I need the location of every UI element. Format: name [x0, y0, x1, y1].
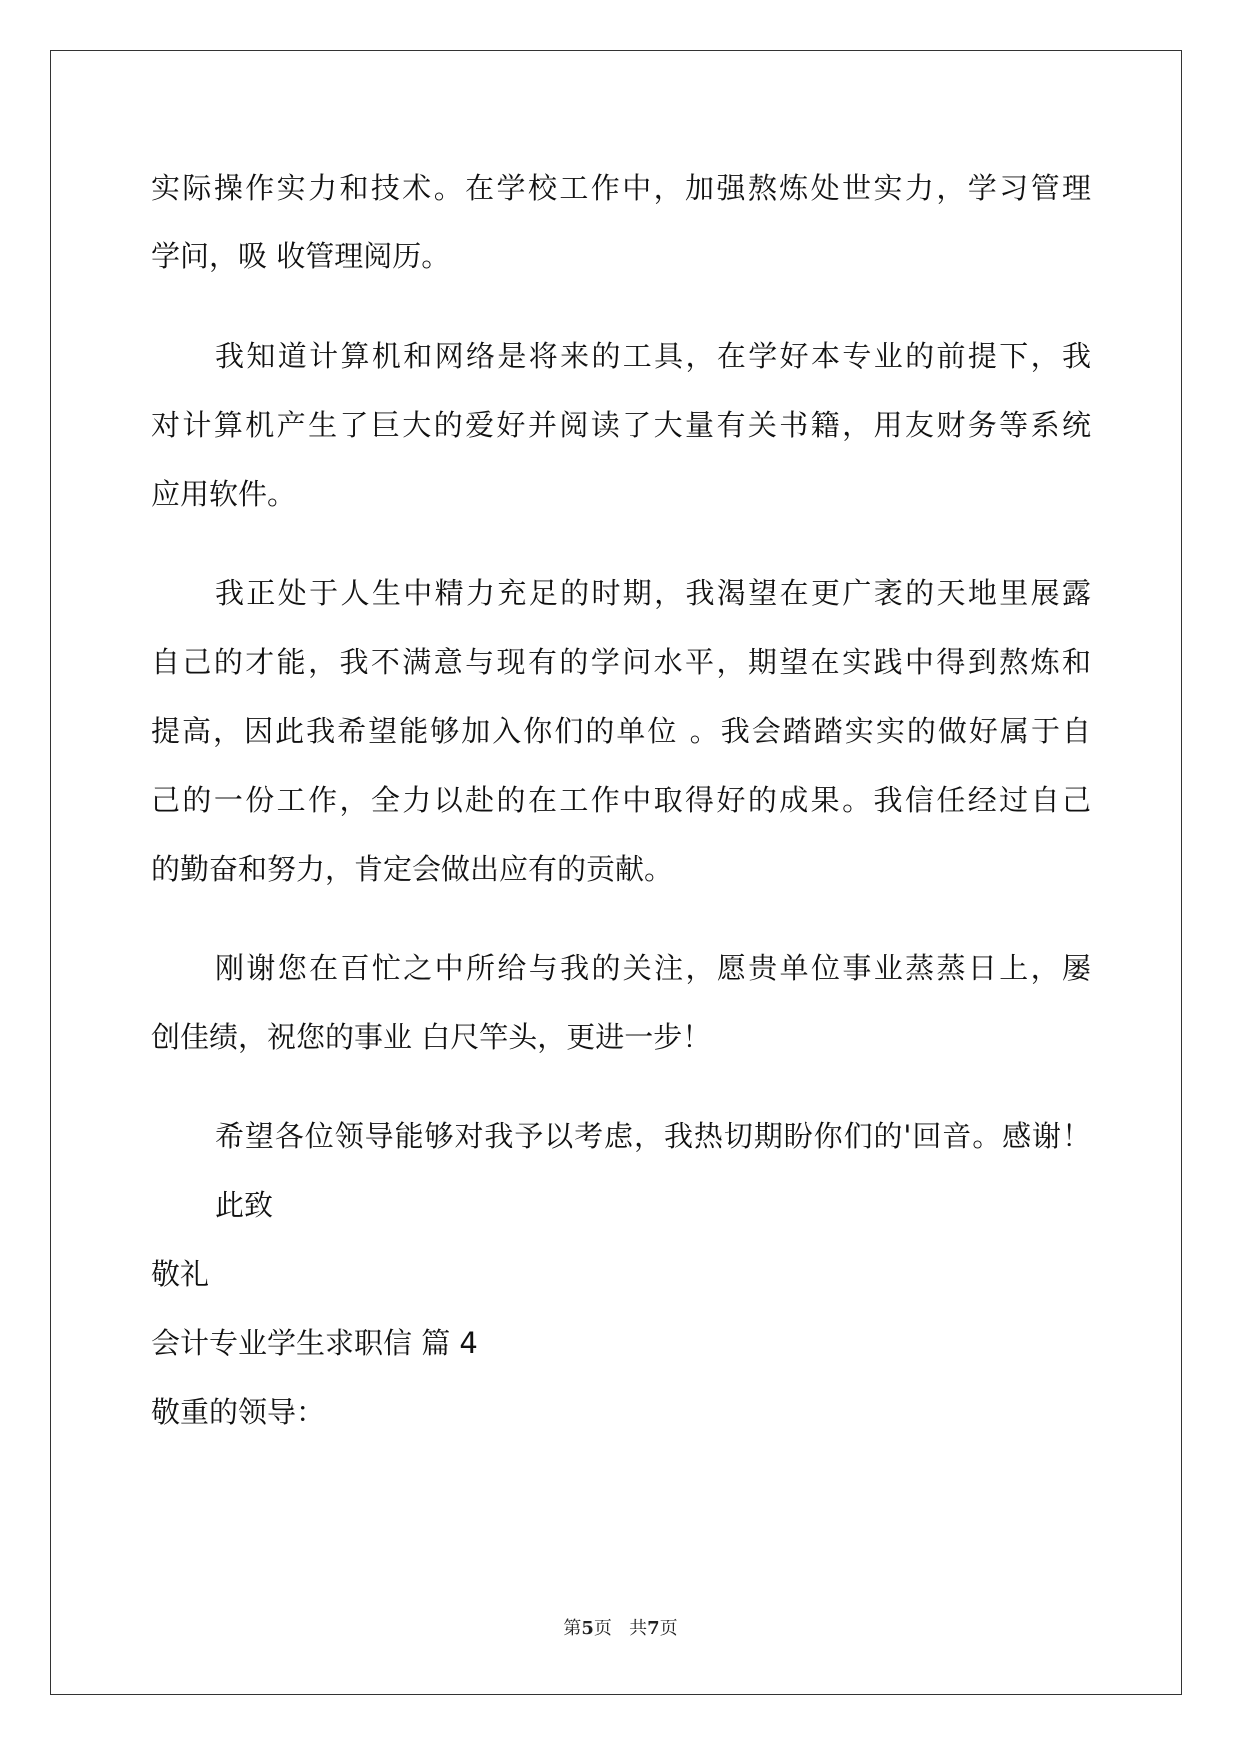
body-line: 此致: [215, 1188, 274, 1222]
body-line: 实际操作实力和技术。在学校工作中，加强熬炼处世实力，学习管理: [151, 171, 1091, 205]
footer-middle: 页 共: [593, 1618, 648, 1639]
body-line: 应用软件。: [151, 477, 297, 511]
footer-prefix: 第: [563, 1618, 582, 1639]
body-line: 对计算机产生了巨大的爱好并阅读了大量有关书籍，用友财务等系统: [151, 408, 1091, 442]
body-line: 我知道计算机和网络是将来的工具，在学好本专业的前提下，我: [215, 339, 1091, 373]
footer-page-number: 5: [581, 1618, 594, 1639]
body-line: 学问，吸 收管理阅历。: [151, 239, 451, 273]
footer-total-pages: 7: [647, 1618, 660, 1639]
body-line: 希望各位领导能够对我予以考虑，我热切期盼你们的'回音。感谢！: [215, 1119, 1091, 1153]
body-line: 自己的才能，我不满意与现有的学问水平，期望在实践中得到熬炼和: [151, 645, 1091, 679]
body-line: 敬礼: [151, 1257, 210, 1291]
section-heading: 会计专业学生求职信 篇 4: [151, 1326, 478, 1360]
page-footer: [0, 1617, 1241, 1641]
body-line: 刚谢您在百忙之中所给与我的关注，愿贵单位事业蒸蒸日上，屡: [215, 951, 1091, 985]
body-line: 我正处于人生中精力充足的时期，我渴望在更广袤的天地里展露: [215, 576, 1091, 610]
salutation: 敬重的领导：: [151, 1395, 326, 1429]
body-line: 己的一份工作，全力以赴的在工作中取得好的成果。我信任经过自己: [151, 783, 1091, 817]
body-line: 创佳绩，祝您的事业 白尺竿头，更进一步！: [151, 1020, 712, 1054]
footer-suffix: 页: [659, 1618, 678, 1639]
body-line: 的勤奋和努力，肯定会做出应有的贡献。: [151, 852, 674, 886]
body-line: 提高，因此我希望能够加入你们的单位 。我会踏踏实实的做好属于自: [151, 714, 1091, 748]
